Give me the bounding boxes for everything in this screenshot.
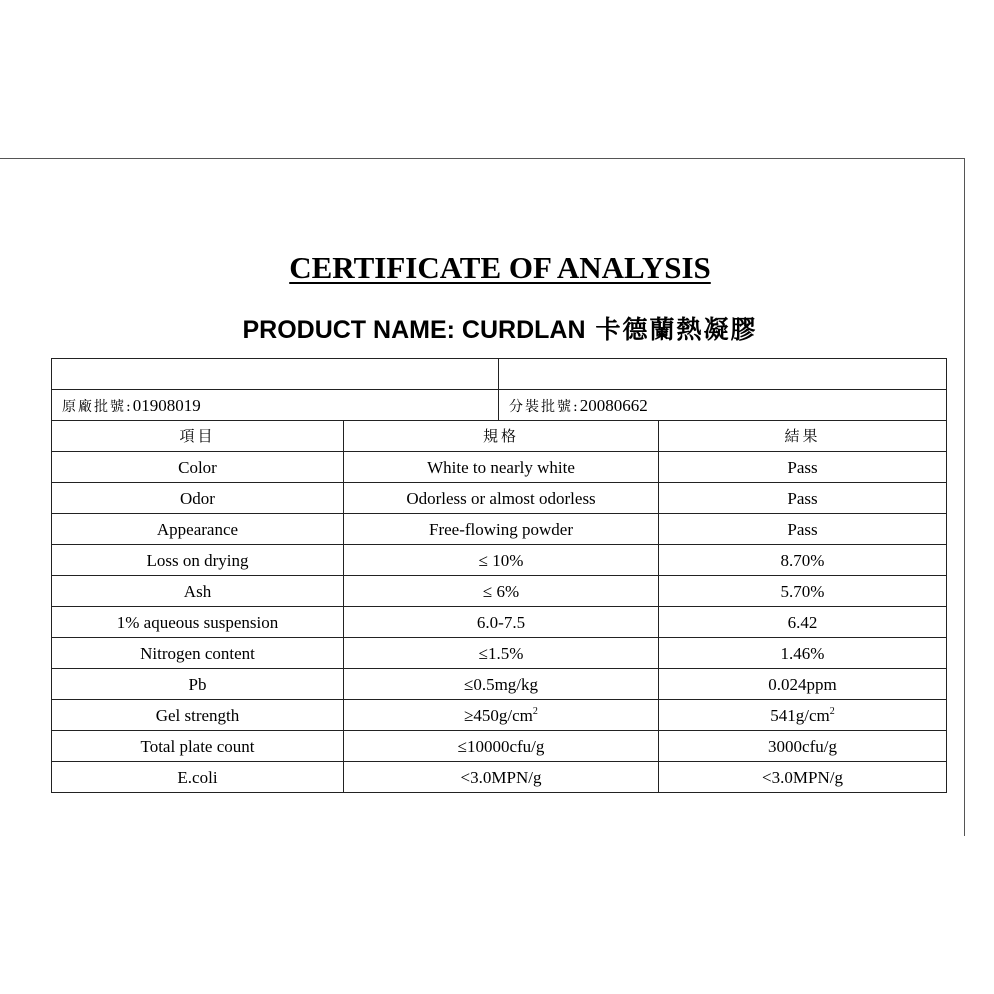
cell-result-text: 1.46% <box>780 643 825 663</box>
cell-spec-text: ≤10000cfu/g <box>457 736 545 756</box>
table-row <box>52 483 947 514</box>
cell-spec <box>344 700 659 731</box>
cell-spec <box>344 452 659 483</box>
cell-spec <box>344 514 659 545</box>
table-row <box>52 607 947 638</box>
cell-result <box>659 669 947 700</box>
cell-spec <box>344 638 659 669</box>
cell-result <box>659 452 947 483</box>
cell-spec-text: <3.0MPN/g <box>460 767 542 787</box>
cell-result <box>659 576 947 607</box>
cell-item: Appearance <box>52 514 344 545</box>
original-batch-cell <box>52 390 499 421</box>
cell-result-text: 541g/cm <box>770 705 830 725</box>
table-row <box>52 514 947 545</box>
cell-item: Color <box>52 452 344 483</box>
cell-spec-text: ≤ 10% <box>478 550 524 570</box>
cell-spec <box>344 731 659 762</box>
cell-result-text: Pass <box>787 457 818 477</box>
cell-result <box>659 731 947 762</box>
header-result: 結果 <box>659 421 947 452</box>
analysis-table <box>51 358 947 793</box>
blank-cell-left <box>52 359 499 390</box>
table-row <box>52 762 947 793</box>
cell-result <box>659 483 947 514</box>
cell-result-text: Pass <box>787 519 818 539</box>
cell-spec-text: ≤0.5mg/kg <box>463 674 539 694</box>
table-row <box>52 669 947 700</box>
cell-item: Loss on drying <box>52 545 344 576</box>
repack-batch-label: 分裝批號: <box>509 398 580 415</box>
original-batch-value: 01908019 <box>132 395 201 415</box>
cell-item: E.coli <box>52 762 344 793</box>
cell-result <box>659 607 947 638</box>
cell-item: 1% aqueous suspension <box>52 607 344 638</box>
product-name-cn: 卡德蘭熱凝膠 <box>595 315 758 344</box>
batch-row <box>52 390 947 421</box>
cell-result-text: 0.024ppm <box>768 674 837 694</box>
header-spec: 規格 <box>344 421 659 452</box>
cell-spec <box>344 576 659 607</box>
table-body <box>52 452 947 793</box>
cell-result-text: 3000cfu/g <box>768 736 837 756</box>
cell-item: Total plate count <box>52 731 344 762</box>
cell-spec <box>344 545 659 576</box>
cell-item: Odor <box>52 483 344 514</box>
cell-spec <box>344 607 659 638</box>
cell-spec-text: ≤ 6% <box>482 581 520 601</box>
blank-row <box>52 359 947 390</box>
cell-spec-text: ≥450g/cm <box>464 705 533 725</box>
repack-batch-value: 20080662 <box>579 395 648 415</box>
repack-batch-cell <box>499 390 947 421</box>
cell-spec <box>344 483 659 514</box>
header-item: 項目 <box>52 421 344 452</box>
cell-item: Pb <box>52 669 344 700</box>
cell-result-superscript: 2 <box>829 705 835 717</box>
cell-spec-text: Free-flowing powder <box>429 519 573 539</box>
cell-result <box>659 514 947 545</box>
header-row <box>52 421 947 452</box>
cell-spec-text: 6.0-7.5 <box>476 612 526 632</box>
table-row <box>52 731 947 762</box>
table-row <box>52 638 947 669</box>
cell-result-text: Pass <box>787 488 818 508</box>
cell-result-text: 8.70% <box>780 550 825 570</box>
cell-result <box>659 762 947 793</box>
original-batch-label: 原廠批號: <box>62 398 133 415</box>
product-name-line <box>0 310 994 346</box>
table-row <box>52 576 947 607</box>
cell-result-text: <3.0MPN/g <box>762 767 843 787</box>
cell-result-text: 6.42 <box>787 612 818 632</box>
cell-spec <box>344 762 659 793</box>
cell-result-text: 5.70% <box>780 581 825 601</box>
cell-result <box>659 700 947 731</box>
document-title: CERTIFICATE OF ANALYSIS <box>289 250 711 285</box>
cell-item: Ash <box>52 576 344 607</box>
product-name-label: PRODUCT NAME: CURDLAN <box>242 316 586 344</box>
cell-spec-text: ≤1.5% <box>478 643 524 663</box>
cell-spec-text: White to nearly white <box>427 457 575 477</box>
cell-spec <box>344 669 659 700</box>
cell-item: Nitrogen content <box>52 638 344 669</box>
table-row <box>52 545 947 576</box>
table-row <box>52 700 947 731</box>
cell-result <box>659 545 947 576</box>
table-row <box>52 452 947 483</box>
blank-cell-right <box>499 359 947 390</box>
cell-spec-text: Odorless or almost odorless <box>406 488 596 508</box>
cell-item: Gel strength <box>52 700 344 731</box>
cell-spec-superscript: 2 <box>532 705 538 717</box>
cell-result <box>659 638 947 669</box>
